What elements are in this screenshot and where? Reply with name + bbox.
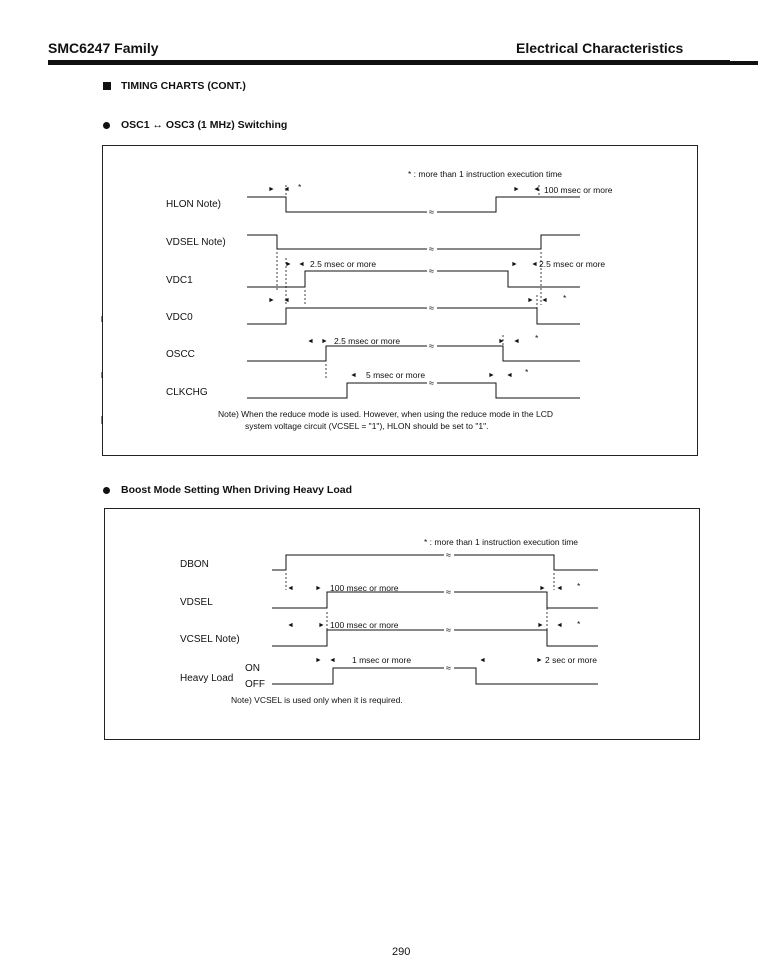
svg-text:◄: ◄ bbox=[533, 186, 540, 193]
svg-text:►: ► bbox=[527, 297, 534, 304]
dbon-waveform bbox=[272, 555, 598, 570]
label-star: * bbox=[298, 182, 302, 192]
label-100msec-vdsel: 100 msec or more bbox=[330, 583, 399, 593]
svg-text:≈: ≈ bbox=[429, 303, 434, 313]
svg-text:≈: ≈ bbox=[429, 341, 434, 351]
heavy-load-waveform bbox=[272, 668, 598, 684]
svg-text:◄: ◄ bbox=[287, 622, 294, 629]
svg-text:►: ► bbox=[537, 622, 544, 629]
label-5msec: 5 msec or more bbox=[366, 370, 426, 380]
svg-text:►: ► bbox=[511, 261, 518, 268]
section-title: TIMING CHARTS (CONT.) bbox=[121, 80, 246, 92]
page-number: 290 bbox=[392, 946, 411, 958]
svg-text:◄: ◄ bbox=[283, 297, 290, 304]
chart1-label-vdsel: VDSEL Note) bbox=[166, 237, 226, 248]
svg-text:►: ► bbox=[321, 338, 328, 345]
svg-text:◄: ◄ bbox=[283, 186, 290, 193]
chart1-note-line1: Note) When the reduce mode is used. However, when using the reduce mode in the LCD bbox=[218, 409, 553, 419]
svg-text:►: ► bbox=[268, 186, 275, 193]
label-star: * bbox=[577, 581, 581, 591]
svg-text:►: ► bbox=[498, 338, 505, 345]
svg-text:◄: ◄ bbox=[307, 338, 314, 345]
svg-text:≈: ≈ bbox=[429, 378, 434, 388]
header-family-title: SMC6247 Family bbox=[48, 40, 159, 56]
svg-text:◄: ◄ bbox=[350, 372, 357, 379]
chart1-label-vdc1: VDC1 bbox=[166, 275, 193, 286]
svg-text:≈: ≈ bbox=[446, 587, 451, 597]
chart1-label-vdc0: VDC0 bbox=[166, 312, 193, 323]
vdc0-waveform bbox=[247, 308, 580, 324]
chart1-label-clkchg: CLKCHG bbox=[166, 387, 208, 398]
svg-text:►: ► bbox=[318, 622, 325, 629]
svg-text:►: ► bbox=[315, 585, 322, 592]
svg-text:◄: ◄ bbox=[329, 657, 336, 664]
header-section-title: Electrical Characteristics bbox=[516, 40, 684, 56]
svg-text:◄: ◄ bbox=[298, 261, 305, 268]
label-2p5msec-oscc: 2.5 msec or more bbox=[334, 336, 401, 346]
break-marks bbox=[429, 207, 451, 673]
oscc-waveform bbox=[247, 346, 580, 361]
chart2-label-vdsel: VDSEL bbox=[180, 597, 213, 608]
label-star: * bbox=[535, 333, 539, 343]
svg-text:≈: ≈ bbox=[429, 266, 434, 276]
svg-text:≈: ≈ bbox=[429, 244, 434, 254]
chart1-label-hlon: HLON Note) bbox=[166, 199, 222, 210]
svg-text:≈: ≈ bbox=[446, 625, 451, 635]
svg-text:►: ► bbox=[315, 657, 322, 664]
label-100msec: 100 msec or more bbox=[544, 185, 613, 195]
chart2-label-dbon: DBON bbox=[180, 559, 209, 570]
svg-text:◄: ◄ bbox=[556, 622, 563, 629]
svg-text:◄: ◄ bbox=[556, 585, 563, 592]
chart2-off-label: OFF bbox=[245, 679, 265, 690]
svg-text:≈: ≈ bbox=[446, 663, 451, 673]
clkchg-waveform bbox=[247, 383, 580, 398]
vcsel-waveform bbox=[272, 630, 598, 646]
svg-text:◄: ◄ bbox=[541, 297, 548, 304]
svg-text:◄: ◄ bbox=[287, 585, 294, 592]
chart2-title: Boost Mode Setting When Driving Heavy Load bbox=[121, 484, 353, 496]
vdc1-waveform bbox=[247, 271, 580, 287]
chart2-label-vcsel: VCSEL Note) bbox=[180, 634, 240, 645]
svg-text:►: ► bbox=[536, 657, 543, 664]
svg-text:►: ► bbox=[285, 261, 292, 268]
label-star: * bbox=[563, 293, 567, 303]
label-2sec: 2 sec or more bbox=[545, 655, 597, 665]
svg-text:►: ► bbox=[268, 297, 275, 304]
chart2-label-heavy-load: Heavy Load bbox=[180, 673, 234, 684]
chart1-note-line2: system voltage circuit (VCSEL = "1"), HLON should be set to "1". bbox=[245, 421, 489, 431]
chart1-label-oscc: OSCC bbox=[166, 349, 195, 360]
label-2p5msec-vdc1: 2.5 msec or more bbox=[310, 259, 377, 269]
svg-text:≈: ≈ bbox=[429, 207, 434, 217]
svg-text:≈: ≈ bbox=[446, 550, 451, 560]
chart1-title: OSC1 ↔ OSC3 (1 MHz) Switching bbox=[121, 119, 288, 131]
chart2-note: Note) VCSEL is used only when it is required. bbox=[231, 695, 403, 705]
chart2-on-label: ON bbox=[245, 663, 260, 674]
svg-text:►: ► bbox=[513, 186, 520, 193]
label-star: * bbox=[525, 367, 529, 377]
chart2-legend: * : more than 1 instruction execution time bbox=[424, 537, 579, 547]
vdsel2-waveform bbox=[272, 592, 598, 608]
vdsel-waveform bbox=[247, 235, 580, 249]
svg-text:◄: ◄ bbox=[513, 338, 520, 345]
label-100msec-vcsel: 100 msec or more bbox=[330, 620, 399, 630]
chart1-legend: * : more than 1 instruction execution time bbox=[408, 169, 563, 179]
label-1msec: 1 msec or more bbox=[352, 655, 412, 665]
svg-text:◄: ◄ bbox=[531, 261, 538, 268]
label-star: * bbox=[577, 619, 581, 629]
svg-text:◄: ◄ bbox=[479, 657, 486, 664]
hlon-waveform bbox=[247, 197, 580, 212]
svg-text:►: ► bbox=[488, 372, 495, 379]
svg-text:►: ► bbox=[539, 585, 546, 592]
svg-text:◄: ◄ bbox=[506, 372, 513, 379]
label-2p5msec-vdc1-right: 2.5 msec or more bbox=[539, 259, 606, 269]
